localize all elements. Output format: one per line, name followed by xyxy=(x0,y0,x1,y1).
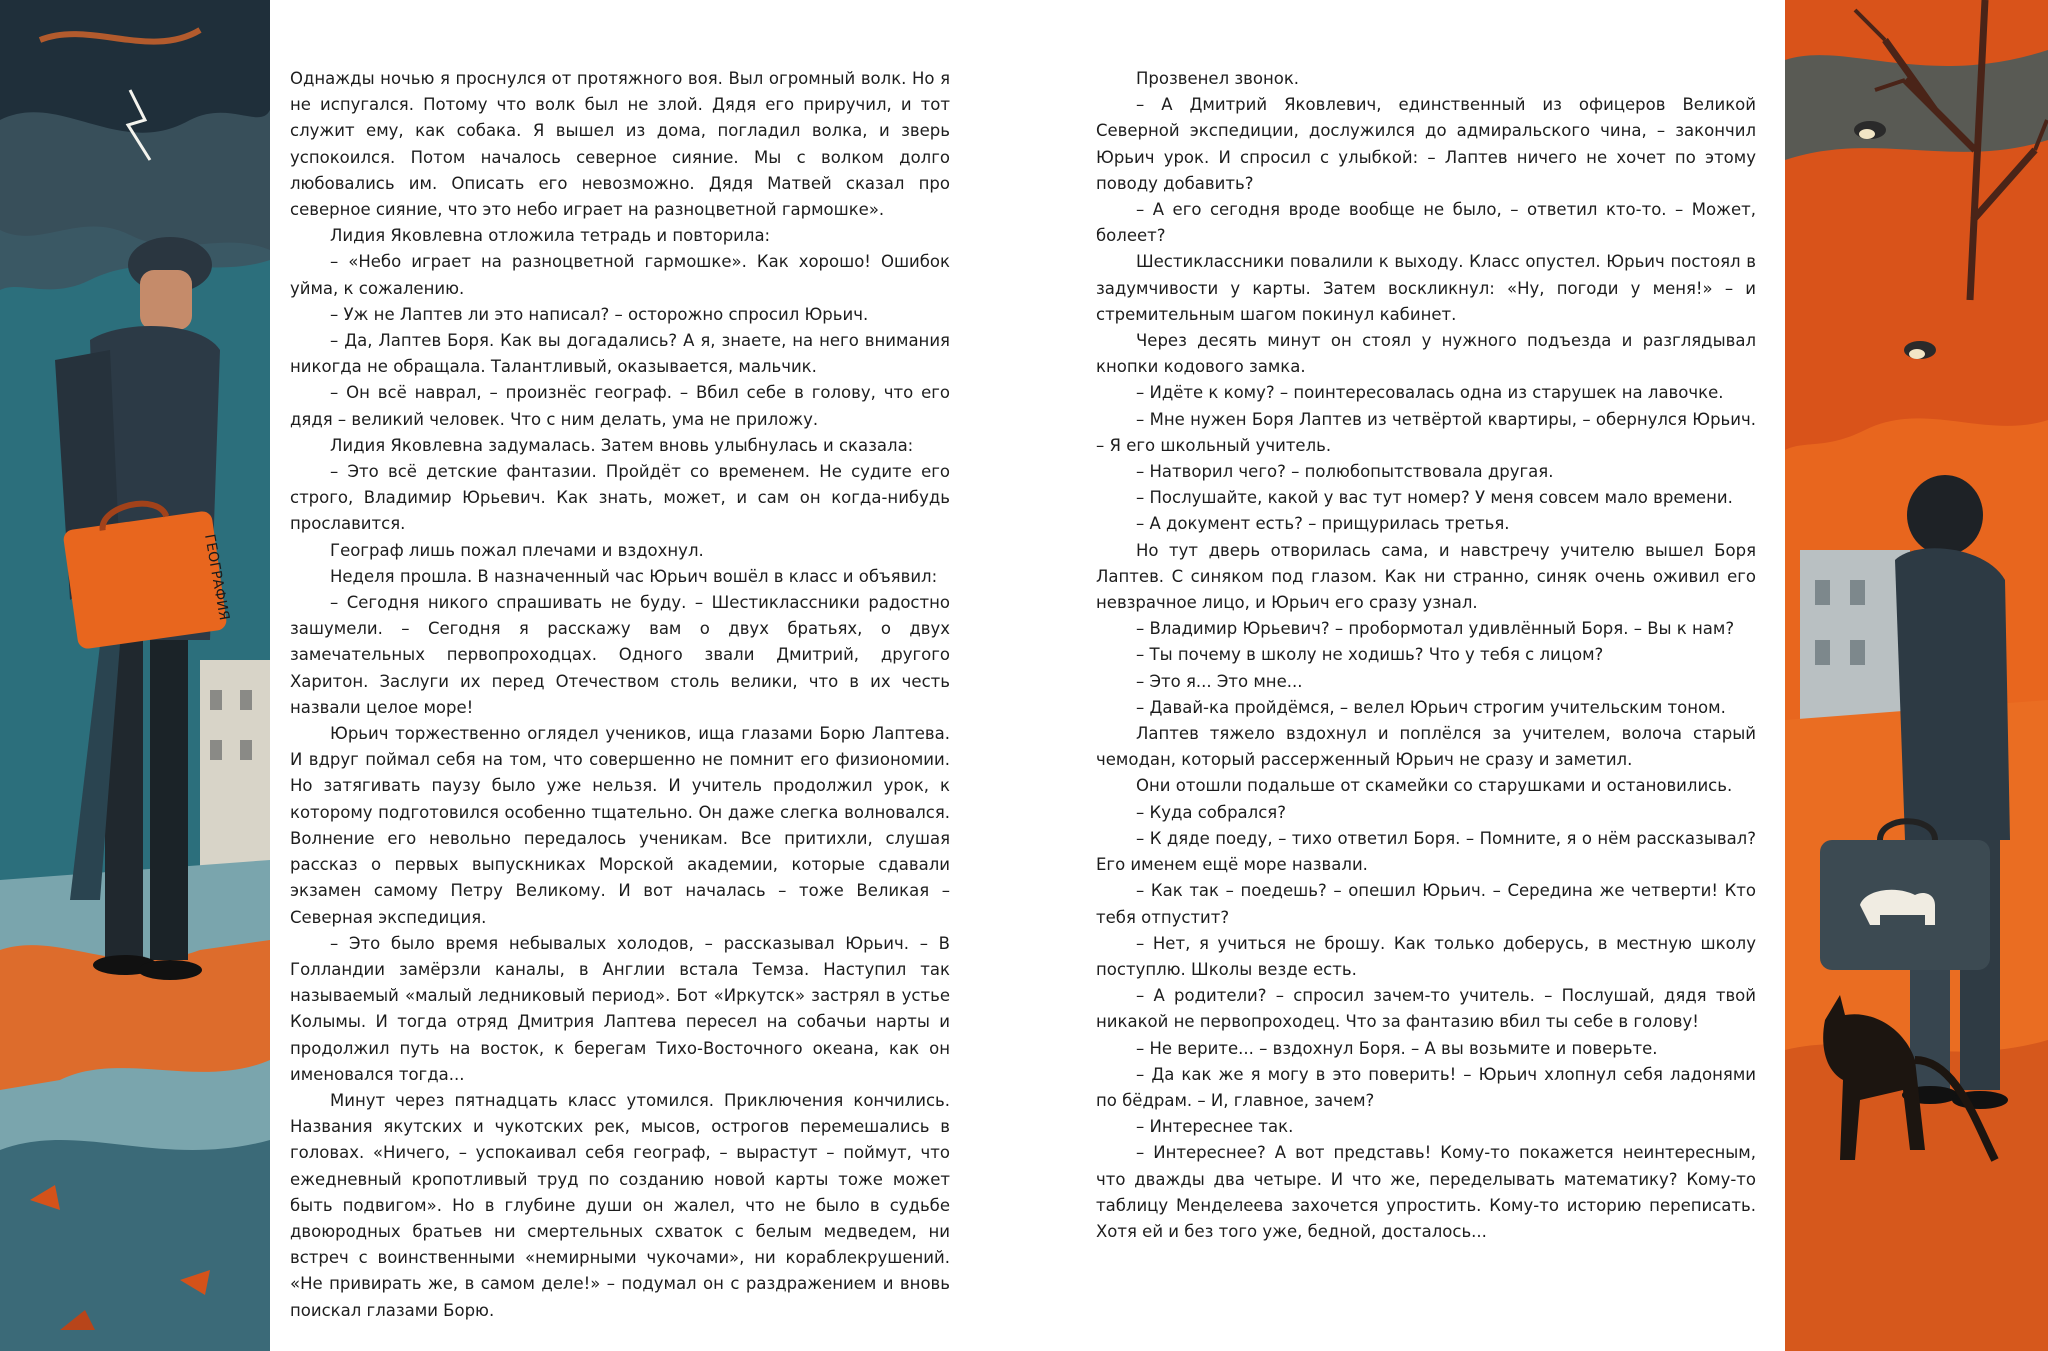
boy-with-suitcase-illustration xyxy=(1785,0,2048,1351)
paragraph: – Ты почему в школу не ходишь? Что у тебя с лицом? xyxy=(1136,645,1604,665)
paragraph: – Да как же я могу в это поверить! – Юрьич хлопнул себя ладонями по бёдрам. – И, главное, зачем? xyxy=(1096,1064,1756,1110)
left-text-page xyxy=(290,66,950,1324)
paragraph: – Интереснее так. xyxy=(1136,1117,1294,1137)
paragraph: – Мне нужен Боря Лаптев из четвёртой квартиры, – обернулся Юрьич. – Я его школьный учитель. xyxy=(1096,409,1756,455)
paragraph: – Интереснее? А вот представь! Кому-то покажется неинтересным, что дважды два четыре. И что же, переделывать математику? Кому-то таблицу Менделеева захочется упростить. Кому-то историю переписать. Хотя ей и без того уже, бедной, досталось... xyxy=(1096,1143,1756,1241)
paragraph: – Давай-ка пройдёмся, – велел Юрьич строгим учительским тоном. xyxy=(1136,697,1726,717)
paragraph: – А родители? – спросил зачем-то учитель. – Послушай, дядя твой никакой не первопроходец. Что за фантазию вбил ты себе в голову! xyxy=(1096,986,1756,1032)
suitcase-icon xyxy=(1820,821,1990,970)
bird-icon xyxy=(1854,121,1886,139)
paragraph: – Идёте к кому? – поинтересовалась одна из старушек на лавочке. xyxy=(1136,383,1724,403)
paragraph: – Не верите... – вздохнул Боря. – А вы возьмите и поверьте. xyxy=(1136,1038,1658,1058)
paragraph: – Куда собрался? xyxy=(1136,802,1286,822)
briefcase-label: ГЕОГРАФИЯ xyxy=(201,532,232,622)
paragraph: Но тут дверь отворилась сама, и навстречу учителю вышел Боря Лаптев. С синяком под глазом. Как ни странно, синяк очень оживил его невзрачное лицо, и Юрьич его сразу узнал. xyxy=(1096,540,1756,613)
paragraph: – Сегодня никого спрашивать не буду. – Шестиклассники радостно зашумели. – Сегодня я расскажу вам о двух братьях, о двух замечательных первопроходцах. Одного звали Дмитрий, другого Харитон. Заслуги их перед Отечеством столь велики, что в их честь назвали целое море! xyxy=(290,593,950,717)
paragraph: – Нет, я учиться не брошу. Как только доберусь, в местную школу поступлю. Школы везде есть. xyxy=(1096,933,1756,979)
paragraph: Минут через пятнадцать класс утомился. Приключения кончились. Названия якутских и чукотских рек, мысов, острогов перемешались в головах. «Ничего, – успокаивал себя географ, – вырастут – поймут, что ежедневный кропотливый труд по созданию новой карты тоже может быть подвигом». Но в глубине души он жалел, что не было в судьбе двоюродных братьев ни смертельных схваток с белым медведем, ни встреч с воинственными «немирными чукочами», ни кораблекрушений. «Не привирать же, в самом деле!» – подумал он с раздражением и вновь поискал глазами Борю. xyxy=(290,1090,950,1320)
right-illustration xyxy=(1785,0,2048,1351)
paragraph: – Он всё наврал, – произнёс географ. – Вбил себе в голову, что его дядя – великий человек. Что с ним делать, ума не приложу. xyxy=(290,383,950,429)
paragraph: Шестиклассники повалили к выходу. Класс опустел. Юрьич постоял в задумчивости у карты. Затем воскликнул: «Ну, погоди у меня!» – и стремительным шагом покинул кабинет. xyxy=(1096,252,1756,324)
left-illustration xyxy=(0,0,270,1351)
teacher-with-briefcase-illustration xyxy=(0,0,270,1351)
paragraph: Однажды ночью я проснулся от протяжного воя. Выл огромный волк. Но я не испугался. Потому что волк был не злой. Дядя его приручил, и тот служит ему, как собака. Я вышел из дома, погладил волка, и зверь успокоился. Потом началось северное сияние. Мы с волком долго любовались им. Описать его невозможно. Дядя Матвей сказал про северное сияние, что это небо играет на разноцветной гармошке». xyxy=(290,69,950,220)
paragraph: – Как так – поедешь? – опешил Юрьич. – Середина же четверти! Кто тебя отпустит? xyxy=(1096,881,1756,927)
paragraph: – Это было время небывалых холодов, – рассказывал Юрьич. – В Голландии замёрзли каналы, в Англии встала Темза. Наступил так называемый «малый ледниковый период». Бот «Иркутск» застрял в устье Колымы. И тогда отряд Дмитрия Лаптева пересел на собачьи нарты и продолжил путь на восток, к берегам Тихо-Восточного океана, как он именовался тогда... xyxy=(290,933,950,1084)
paragraph: – А Дмитрий Яковлевич, единственный из офицеров Великой Северной экспедиции, дослужился до адмиральского чина, – закончил Юрьич урок. И спросил с улыбкой: – Лаптев ничего не хочет по этому поводу добавить? xyxy=(1096,95,1756,193)
paragraph: Они отошли подальше от скамейки со старушками и остановились. xyxy=(1136,776,1733,796)
paragraph: – Натворил чего? – полюбопытствовала другая. xyxy=(1136,462,1554,482)
paragraph: Лидия Яковлевна отложила тетрадь и повторила: xyxy=(330,226,771,246)
paragraph: – Это всё детские фантазии. Пройдёт со временем. Не судите его строго, Владимир Юрьевич. Как знать, может, и сам он когда-нибудь прославится. xyxy=(290,462,950,534)
paragraph: – А документ есть? – прищурилась третья. xyxy=(1136,514,1510,534)
paragraph: – А его сегодня вроде вообще не было, – ответил кто-то. – Может, болеет? xyxy=(1096,200,1756,246)
paragraph: – Владимир Юрьевич? – пробормотал удивлённый Боря. – Вы к нам? xyxy=(1136,619,1735,639)
paragraph: Лаптев тяжело вздохнул и поплёлся за учителем, волоча старый чемодан, который рассерженный Юрьич не сразу и заметил. xyxy=(1096,724,1756,770)
paragraph: – К дяде поеду, – тихо ответил Боря. – Помните, я о нём рассказывал? Его именем ещё море назвали. xyxy=(1096,828,1756,875)
paragraph: Прозвенел звонок. xyxy=(1136,69,1300,88)
bird-icon xyxy=(1904,341,1936,359)
paragraph: – Это я... Это мне... xyxy=(1136,671,1303,691)
paragraph: Юрьич торжественно оглядел учеников, ища глазами Борю Лаптева. И вдруг поймал себя на том, что совершенно не помнит его физиономии. Но затягивать паузу было уже нельзя. И учитель продолжил урок, к которому подготовился особенно тщательно. Он даже слегка волновался. Волнение его невольно передалось ученикам. Все притихли, слушая рассказ о первых выпускниках Морской академии, которые сдавали экзамен самому Петру Великому. И вот началась – тоже Великая – Северная экспедиция. xyxy=(290,724,950,927)
paragraph: – Да, Лаптев Боря. Как вы догадались? А я, знаете, на него внимания никогда не обращала. Талантливый, оказывается, мальчик. xyxy=(290,331,950,377)
right-text-page xyxy=(1096,66,1756,1245)
paragraph: Через десять минут он стоял у нужного подъезда и разглядывал кнопки кодового замка. xyxy=(1096,331,1756,377)
paragraph: Неделя прошла. В назначенный час Юрьич вошёл в класс и объявил: xyxy=(330,566,938,586)
paragraph: – «Небо играет на разноцветной гармошке». Как хорошо! Ошибок уйма, к сожалению. xyxy=(290,252,950,298)
paragraph: Лидия Яковлевна задумалась. Затем вновь улыбнулась и сказала: xyxy=(330,435,914,455)
paragraph: Географ лишь пожал плечами и вздохнул. xyxy=(330,540,704,560)
paragraph: – Уж не Лаптев ли это написал? – осторожно спросил Юрьич. xyxy=(330,304,869,324)
paragraph: – Послушайте, какой у вас тут номер? У меня совсем мало времени. xyxy=(1136,488,1733,508)
